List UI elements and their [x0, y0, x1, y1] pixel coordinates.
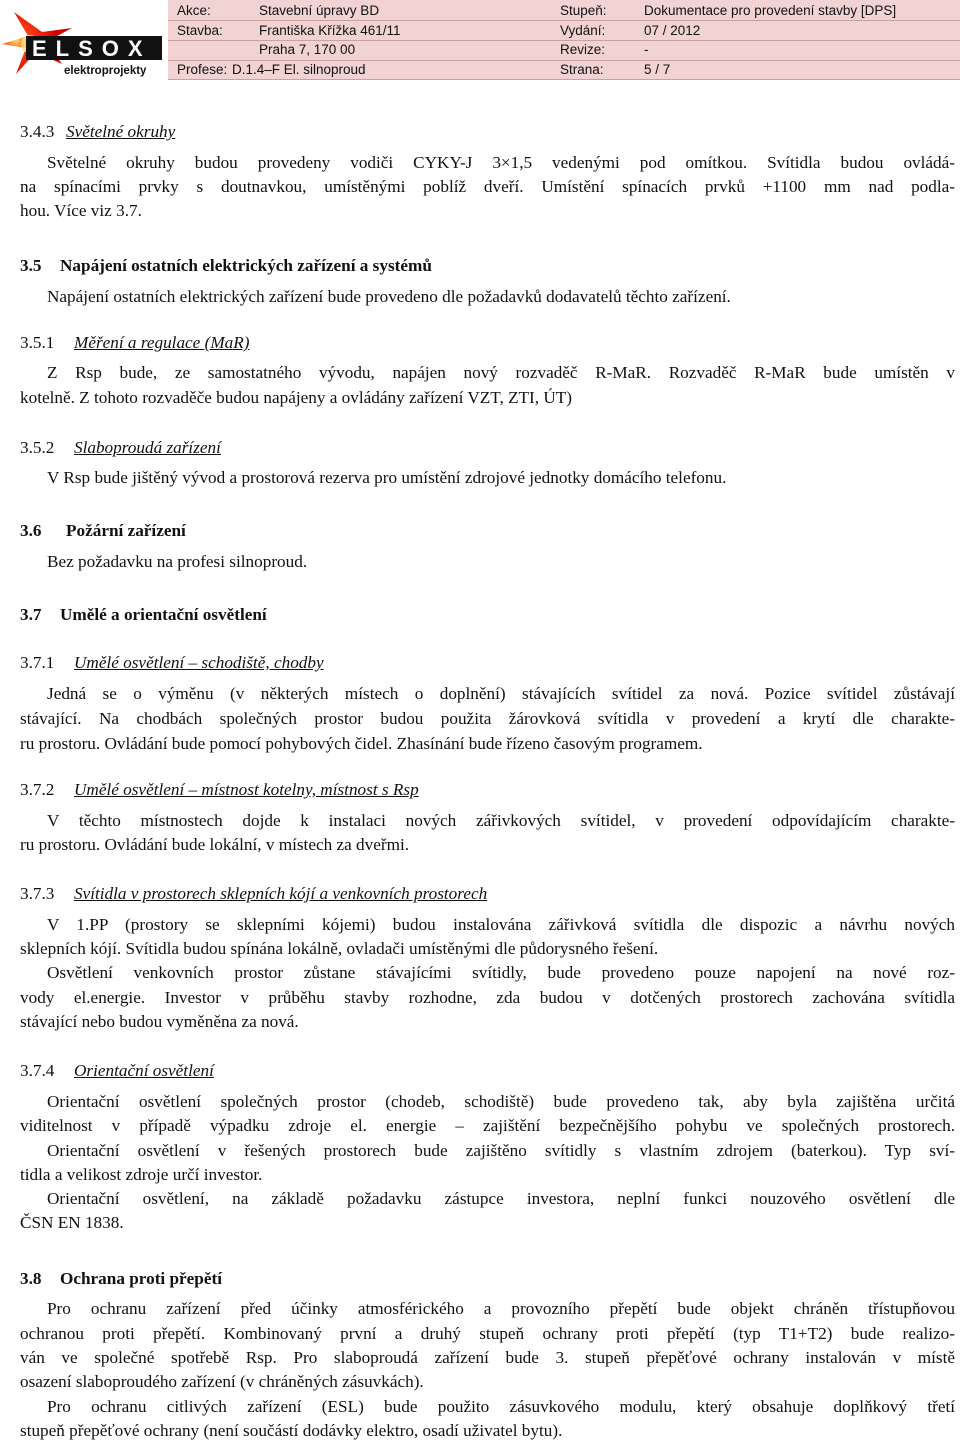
- paragraph-line: ochranou proti přepětí. Kombinovaný první a druhý stupeň ochrany proti přepětí (typ T1+T2) bude realizo-: [20, 1324, 955, 1343]
- label-stavba: Stavba:: [177, 23, 223, 38]
- section-3-7-3-heading: [20, 883, 487, 905]
- paragraph-line: stávající nebo budou vyměněna za nová.: [20, 1012, 299, 1031]
- section-title: Požární zařízení: [66, 521, 186, 540]
- project-info-table: [168, 0, 960, 80]
- section-number: 3.7.3: [20, 884, 55, 903]
- paragraph-line: V 1.PP (prostory se sklepními kójemi) budou instalována zářivková svítidla dle dispozic a návrhu nových: [47, 915, 955, 934]
- company-name: ELSOX: [32, 36, 152, 61]
- section-title: Svítidla v prostorech sklepních kójí a venkovních prostorech: [74, 884, 488, 903]
- section-3-7-2-heading: [20, 779, 419, 801]
- paragraph-line: hou. Více viz 3.7.: [20, 201, 142, 220]
- label-akce: Akce:: [177, 3, 211, 18]
- paragraph-line: viditelnost v případě výpadku zdroje el. energie – zajištění bezpečnějšího pohybu ve společných prostorech.: [20, 1116, 955, 1135]
- section-number: 3.7.4: [20, 1061, 55, 1080]
- paragraph-line: Orientační osvětlení, na základě požadavku zástupce investora, neplní funkci nouzového osvětlení dle: [47, 1189, 955, 1208]
- section-number: 3.5.2: [20, 438, 55, 457]
- section-title: Slaboproudá zařízení: [74, 438, 221, 457]
- section-number: 3.7.1: [20, 653, 55, 672]
- paragraph-line: V těchto místnostech dojde k instalaci nových zářivkových svítidel, v provedení odpovídajícím charakte-: [47, 811, 955, 830]
- paragraph-line: Z Rsp bude, ze samostatného vývodu, napájen nový rozvaděč R-MaR. Rozvaděč R-MaR bude umístěn v: [47, 363, 955, 382]
- section-title: Ochrana proti přepětí: [60, 1269, 222, 1288]
- section-title: Napájení ostatních elektrických zařízení a systémů: [60, 256, 432, 275]
- elsox-logo: [2, 2, 165, 82]
- section-title: Orientační osvětlení: [74, 1061, 214, 1080]
- paragraph-line: Pro ochranu zařízení před účinky atmosférického a provozního přepětí bude objekt chráněn třístupňovou: [47, 1299, 955, 1318]
- section-number: 3.7.2: [20, 780, 55, 799]
- akce-value: Stavební úpravy BD: [259, 3, 380, 18]
- profese-value: D.1.4–F El. silnoproud: [232, 62, 366, 77]
- paragraph-line: ru prostoru. Ovládání bude pomocí pohybových čidel. Zhasínání bude řízeno časovým programem.: [20, 734, 703, 753]
- vydani-value: 07 / 2012: [644, 23, 701, 38]
- section-number: 3.4.3: [20, 122, 55, 141]
- section-number: 3.6: [20, 521, 42, 540]
- section-title: Umělé osvětlení – místnost kotelny, místnost s Rsp: [74, 780, 419, 799]
- paragraph-line: stupeň přepěťové ochrany (není součástí dodávky elektro, osadí uživatel bytu).: [20, 1421, 563, 1440]
- section-3-4-3-heading: [20, 121, 175, 143]
- label-stupen: Stupeň:: [560, 3, 607, 18]
- paragraph-line: ČSN EN 1838.: [20, 1213, 124, 1232]
- stavba-value-line2: Praha 7, 170 00: [259, 42, 356, 57]
- paragraph-line: na spínacími prvky s doutnavkou, umístěnými poblíž dveří. Umístění spínacích prvků +1100 mm nad podla-: [20, 177, 955, 196]
- paragraph-line: Světelné okruhy budou provedeny vodiči CYKY-J 3×1,5 vedenými pod omítkou. Svítidla budou ovládá-: [47, 153, 955, 172]
- paragraph-line: Orientační osvětlení společných prostor (chodeb, schodiště) bude provedeno tak, aby byla zajištěna určitá: [47, 1092, 955, 1111]
- paragraph-line: osazení slaboproudého zařízení (v chráněných zásuvkách).: [20, 1372, 424, 1391]
- revize-value: -: [644, 42, 649, 57]
- strana-value: 5 / 7: [644, 62, 671, 77]
- paragraph-line: V Rsp bude jištěný vývod a prostorová rezerva pro umístění zdrojové jednotky domácího telefonu.: [47, 468, 727, 487]
- section-title: Umělé osvětlení – schodiště, chodby: [74, 653, 324, 672]
- paragraph-line: Napájení ostatních elektrických zařízení bude provedeno dle požadavků dodavatelů těchto zařízení.: [47, 287, 731, 306]
- paragraph-line: ru prostoru. Ovládání bude lokální, v místech za dveřmi.: [20, 835, 410, 854]
- paragraph-line: stávající. Na chodbách společných prostor budou použita žárovková svítidla v provedení a krytí dle charakte-: [20, 709, 955, 728]
- section-number: 3.8: [20, 1269, 42, 1288]
- section-number: 3.7: [20, 605, 42, 624]
- paragraph-line: Pro ochranu citlivých zařízení (ESL) bude použito zásuvkového modulu, který obsahuje doplňkový třetí: [47, 1397, 955, 1416]
- paragraph-line: Bez požadavku na profesi silnoproud.: [47, 552, 308, 571]
- paragraph-line: kotelně. Z tohoto rozvaděče budou napájeny a ovládány zařízení VZT, ZTI, ÚT): [20, 388, 573, 407]
- paragraph-line: ván ve společné spotřebě Rsp. Pro slaboproudá zařízení bude 3. stupeň přepěťové ochrany instalován v místě: [20, 1348, 955, 1367]
- section-number: 3.5.1: [20, 333, 55, 352]
- section-number: 3.5: [20, 256, 42, 275]
- paragraph-line: Osvětlení venkovních prostor zůstane stávajícími svítidly, bude provedeno pouze napojení na nové roz-: [47, 963, 955, 982]
- stavba-value-line1: Františka Křížka 461/11: [259, 23, 401, 38]
- section-3-5-2-heading: [20, 437, 221, 459]
- section-3-6-heading: [20, 520, 186, 542]
- paragraph-line: sklepních kójí. Svítidla budou spínána lokálně, ovladači umístěnými dle půdorysného řešení.: [20, 939, 659, 958]
- section-3-7-1-heading: [20, 652, 324, 674]
- paragraph-line: tidla a velikost zdroje určí investor.: [20, 1165, 263, 1184]
- company-subtitle: elektroprojekty: [64, 65, 147, 77]
- section-3-8-heading: [20, 1268, 222, 1290]
- section-3-7-4-heading: [20, 1060, 214, 1082]
- section-title: Umělé a orientační osvětlení: [60, 605, 267, 624]
- paragraph-line: Orientační osvětlení v řešených prostorech bude zajištěno svítidly s vlastním zdrojem (baterkou). Typ sví-: [47, 1141, 955, 1160]
- document-header: [0, 0, 960, 82]
- section-title: Měření a regulace (MaR): [74, 333, 250, 352]
- section-3-7-heading: [20, 604, 267, 626]
- stupen-value: Dokumentace pro provedení stavby [DPS]: [644, 3, 897, 18]
- section-title: Světelné okruhy: [66, 122, 176, 141]
- label-profese: Profese:: [177, 62, 228, 77]
- section-3-5-1-heading: [20, 332, 249, 354]
- label-vydani: Vydání:: [560, 23, 606, 38]
- paragraph-line: Jedná se o výměnu (v některých místech o doplnění) stávajících svítidel za nová. Pozice svítidel zůstávají: [47, 684, 955, 703]
- label-strana: Strana:: [560, 62, 604, 77]
- section-3-5-heading: [20, 255, 432, 277]
- paragraph-line: vody el.energie. Investor v průběhu stavby rozhodne, zda budou v dotčených prostorech zachována svítidla: [20, 988, 955, 1007]
- label-revize: Revize:: [560, 42, 606, 57]
